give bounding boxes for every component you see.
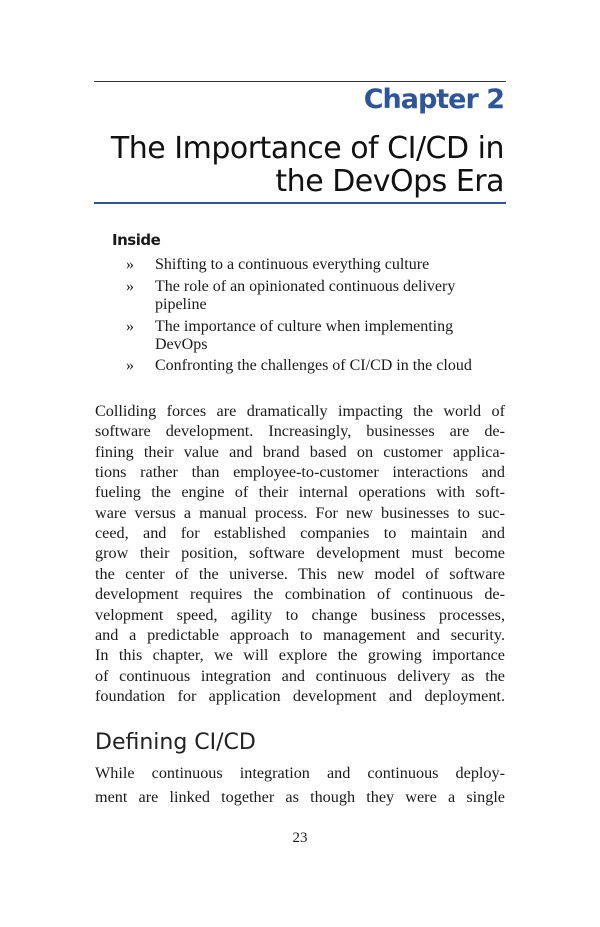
text-line: ceed, and for established companies to maintain and	[95, 524, 505, 543]
chapter-title-line: The Importance of CI/CD in	[110, 131, 504, 166]
text-line: software development. Increasingly, businesses are de-	[95, 422, 505, 441]
bullet-marker: »	[126, 278, 134, 295]
text-line: grow their position, software development must become	[95, 544, 505, 563]
chapter-title-line: the DevOps Era	[275, 164, 504, 199]
inside-list-line: DevOps	[155, 336, 208, 353]
bullet-marker: »	[126, 256, 134, 273]
section-heading: Defining CI/CD	[95, 730, 256, 755]
inside-list-text	[155, 357, 535, 375]
text-line: velopment speed, agility to change business processes,	[95, 605, 505, 624]
inside-list-line: pipeline	[155, 296, 207, 313]
text-line: development requires the combination of continuous de-	[95, 585, 505, 604]
bullet-marker: »	[126, 318, 134, 335]
top-rule	[94, 81, 506, 82]
text-line: fining their value and brand based on customer applica-	[95, 442, 505, 461]
title-rule	[94, 202, 506, 204]
text-line: foundation for application development and deployment.	[95, 686, 505, 705]
inside-list-line: Confronting the challenges of CI/CD in the cloud	[155, 357, 472, 374]
text-line: the center of the universe. This new model of software	[95, 564, 505, 583]
text-line: While continuous integration and continuous deploy-	[95, 764, 505, 782]
inside-list-text	[155, 256, 535, 274]
text-line: In this chapter, we will explore the growing importance	[95, 646, 505, 665]
inside-heading: Inside	[112, 231, 161, 249]
bullet-marker: »	[126, 357, 134, 374]
inside-list-text	[155, 318, 535, 354]
page-number: 23	[292, 830, 308, 846]
text-line: ment are linked together as though they were a single	[95, 788, 505, 806]
inside-list-line: The importance of culture when implementing	[155, 318, 454, 335]
inside-list-text	[155, 278, 535, 314]
inside-list-line: The role of an opinionated continuous delivery	[155, 278, 456, 295]
inside-list-line: Shifting to a continuous everything culture	[155, 256, 430, 273]
text-line: fueling the engine of their internal operations with soft-	[95, 483, 505, 502]
text-line: Colliding forces are dramatically impacting the world of	[95, 402, 505, 420]
text-line: tions rather than employee-to-customer interactions and	[95, 463, 505, 482]
text-line: ware versus a manual process. For new businesses to suc-	[95, 503, 505, 522]
text-line: of continuous integration and continuous delivery as the	[95, 666, 505, 685]
chapter-label: Chapter 2	[363, 84, 504, 115]
text-line: and a predictable approach to management and security.	[95, 625, 505, 644]
